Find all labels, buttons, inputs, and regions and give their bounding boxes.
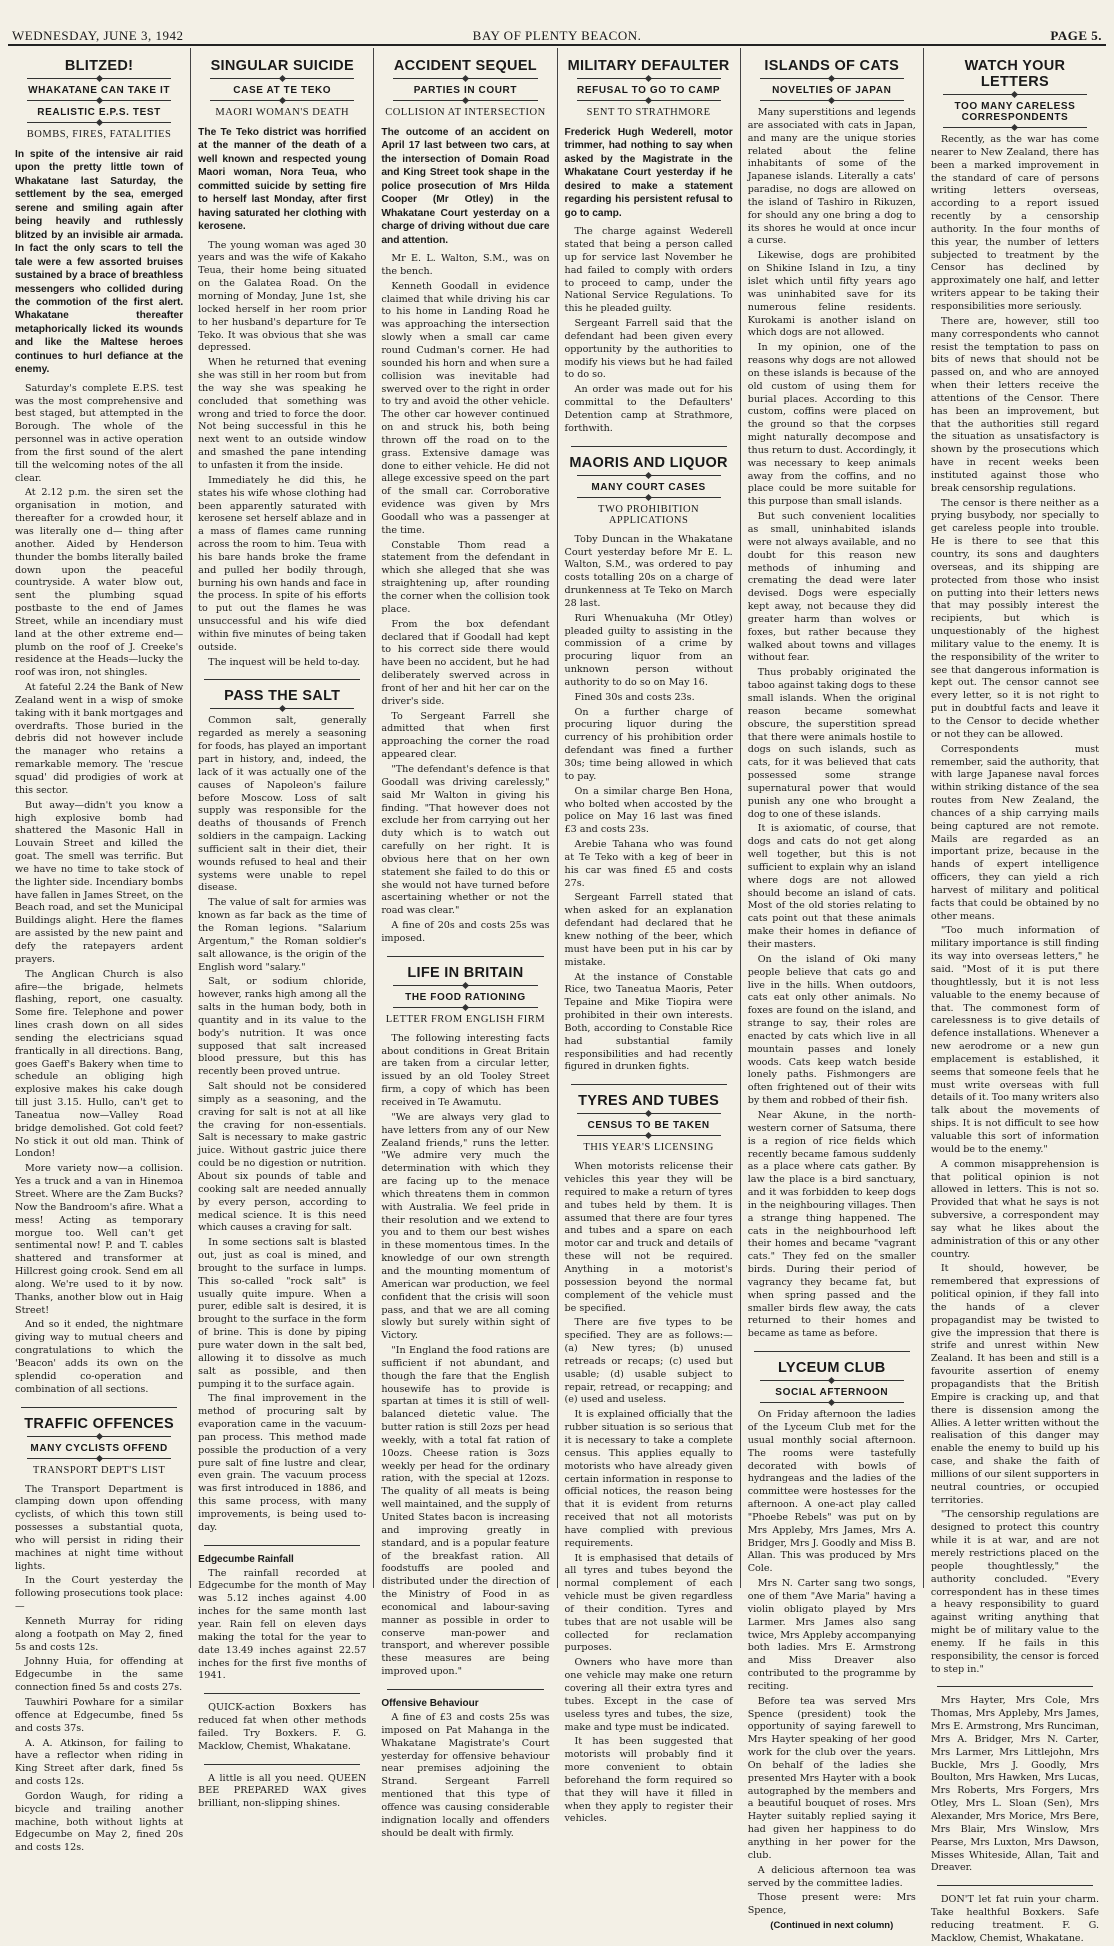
subhead: TOO MANY CARELESS CORRESPONDENTS — [954, 101, 1076, 123]
headline-singular-suicide: SINGULAR SUICIDE — [210, 58, 354, 74]
paragraph: There are, however, still too many correspondents who cannot resist the temptation to pass on bits of news that should not be passed on, and who are annoyed when their letters receive the attentions of the Censor. There has been an improvement, but that the authorities still regard the situation as unsatisfactory is shown by the prosecutions which have in recent weeks been instituted against those who break censorship regulations. — [930, 315, 1100, 494]
paragraph: At the instance of Constable Rice, two Taneatua Maoris, Peter Tepaine and Mike Tiopira were prohibited in their own interests. Both, according to Constable Rice had substantial family responsibilities and had recently figured in drunken fights. — [564, 971, 733, 1073]
paragraph: It should, however, be remembered that expressions of political opinion, if they fall into the hands of a clever propagandist may be twisted to give the impression that there is strife and unrest within New Zealand. It has been and still is a favourite assertion of enemy propagandists that the British Empire is cracking up, and that there is dissension among the Allies. A letter written without the realisation of this danger may enable the enemy to build up his case, and shake the faith of millions of our silent supporters in neutral countries, or occupied territories. — [930, 1263, 1100, 1506]
subhead: SOCIAL AFTERNOON — [775, 1387, 889, 1399]
subhead: BOMBS, FIRES, FATALITIES — [26, 129, 172, 140]
paragraph: Kenneth Murray for riding along a footpath on May 2, fined 5s and costs 12s. — [15, 1615, 184, 1653]
divider — [210, 78, 354, 79]
headline-watch-your-letters: WATCH YOUR LETTERS — [964, 58, 1066, 90]
column-4 — [558, 48, 741, 1825]
divider — [27, 78, 171, 79]
paragraph: But away—didn't you know a high explosive bomb had shattered the Masonic Hall in Louvain Street and killed the goat. The smell was terrific. But we have no time to take stock of the lighter side. Incendiary bombs have fallen in James Street, on the Beach road, and set the Municipal Buildings alight. Here the flames are assisted by the new paint and defy the ratepayers ardent prayers. — [15, 799, 184, 965]
divider — [760, 100, 904, 101]
subhead: MAORI WOMAN'S DEATH — [215, 107, 350, 118]
paragraph: A fine of £3 and costs 25s was imposed on Pat Mahanga in the Whakatane Magistrate's Court yesterday for offensive behaviour near premises adjoining the Strand. Sergeant Farrell mentioned that this type of offence was causing considerable indignation locally and offenders should be dealt with firmly. — [381, 1711, 550, 1839]
paragraph: The Anglican Church is also afire—the brigade, helmets flashing, report, one casualty. Some fire. Telephone and power lines crash down on all sides sending the electricians squad frantically in all directions. Bang, goes Gaeff's Bakery when time to schedule an obliging high explosive makes his cake dough till just 3.15. Hullo, can't get to Taneatua now—Valley Road bridge demolished. Got cold feet? No stick it out old man. Think of London! — [15, 968, 184, 1160]
divider — [943, 127, 1087, 128]
divider — [393, 100, 537, 101]
column-5 — [741, 48, 924, 1932]
continued-note: (Continued in next column) — [770, 1920, 894, 1932]
divider — [204, 1545, 360, 1546]
column-6 — [924, 48, 1106, 1944]
paragraph: More variety now—a collision. Yes a truck and a van in Hinemoa Street. Where are the Zam Bucks? Now the Bandroom's afire. What a mess! Acting as temporary morgue too. Well can't get sentimental now! P. and T. cables shattered and transformer at Hillcrest going crook. Send em all along. We're used to it by now. Thanks, another blow out in Haig Street! — [15, 1163, 184, 1316]
paragraph: "We are always very glad to have letters from any of our New Zealand friends," runs the letter. "We admire very much the determination with which they are facing up to the menace which threatens them in common with Australia. We feel pride in their resolution and we extend to you and to them our best wishes in these momentous times. In the knowledge of our own strength and the mounting momentum of American war production, we feel confident that the crisis will soon pass, and that we are all coming slowly but surely within sight of Victory. — [381, 1111, 550, 1342]
divider — [204, 1764, 360, 1765]
headline-accident-sequel: ACCIDENT SEQUEL — [393, 58, 537, 74]
subhead: CENSUS TO BE TAKEN — [587, 1120, 710, 1132]
divider — [393, 1007, 537, 1008]
paragraph: But such convenient localities as small, uninhabited islands were not always available, and no doubt for this reason new methods of inhuming and cremating the dead were later devised. Dogs were especially kept away, not because they did greater harm than wolves or foxes, but rather because they walked about towns and villages without fear. — [747, 511, 916, 664]
paragraph: On a similar charge Ben Hona, who bolted when accosted by the police on May 16 last was fined £3 and costs 23s. — [564, 785, 733, 836]
paragraph: Owners who have more than one vehicle may make one return covering all their extra tyres and tubes. Except in the case of useless tyres and tubes, the size, make and type must be indicated. — [564, 1657, 733, 1733]
column-3 — [374, 48, 557, 1839]
paragraph: The inquest will be held to-day. — [208, 656, 360, 668]
article-lead: The outcome of an accident on April 17 last between two cars, at the intersection of Domain Road and King Street took shape in the police prosecution of Mrs Hilda Cooper (Mr Otley) in the Whakatane Court yesterday on a charge of driving without due care and attention. — [381, 127, 550, 246]
divider — [577, 100, 721, 101]
column-2 — [191, 48, 374, 1810]
paragraph: The following interesting facts about conditions in Great Britain are taken from a circular letter, issued by an old Tooley Street firm, a copy of which has been received in Te Awamutu. — [381, 1032, 550, 1109]
paragraph: Toby Duncan in the Whakatane Court yesterday before Mr E. L. Walton, S.M., was ordered to pay costs totalling 20s on a charge of drunkenness at Te Teko on March 28 last. — [564, 533, 733, 609]
paragraph: Recently, as the war has come nearer to New Zealand, there has been a marked improvement in the standard of care of persons writing letters overseas, according to a report issued recently by a censorship authority. In the four months of this year, the number of letters subjected to treatment by the Censor has declined by approximately one half, and letter writers appear to be taking their responsibilities more seriously. — [930, 134, 1100, 312]
paragraph: Mr E. L. Walton, S.M., was on the bench. — [381, 253, 550, 277]
paragraph: A common misapprehension is that political opinion is not allowed in letters. This is not so. Provided that what he says is not subversive, a correspondent may say what he likes about the administration of this or any other country. — [930, 1158, 1100, 1260]
subhead: REALISTIC E.P.S. TEST — [37, 107, 161, 118]
paragraph: "The defendant's defence is that Goodall was driving carelessly," said Mr Walton in giving his finding. "That however does not exclude her from carrying out her duty which is to watch out carefully on her right. It is obvious here that on her own statement she failed to do this or she would not have turned before ascertaining whether or not the road was clear." — [381, 763, 550, 917]
paragraph: And so it ended, the nightmare giving way to mutual cheers and congratulations to which the 'Beacon' adds its own on the splendid co-operation and combination of all sections. — [15, 1319, 184, 1395]
paragraph: The Transport Department is clamping down upon offending cyclists, of which this town still possesses a substantial quota, who will persist in riding their machines at night time without lights. — [15, 1483, 184, 1572]
paragraph: Constable Thom read a statement from the defendant in which she alleged that she was straightening up, after rounding the corner when the collision took place. — [381, 539, 550, 615]
divider — [760, 1380, 904, 1381]
subhead: MANY COURT CASES — [591, 481, 706, 493]
divider — [27, 1436, 171, 1437]
paragraph: In the Court yesterday the following prosecutions took place:— — [15, 1575, 184, 1613]
paragraph: It is axiomatic, of course, that dogs and cats do not get along well together, but this is not sufficient to explain why an island where dogs are not allowed should become an island of cats. Most of the old stories relating to cats point out that these animals make their homes in defiance of their masters. — [747, 823, 916, 950]
paragraph: Thus probably originated the taboo against taking dogs to these small islands. When the original reason became somewhat obscure, the superstition spread that there were animals hostile to dogs on such islands, such as cats, for it was believed that cats possessed some strange supernatural power that would punish any one who brought a dog to one of these islands. — [747, 667, 916, 820]
divider — [760, 1402, 904, 1403]
paragraph: "In England the food rations are sufficient if not abundant, and though the fare that the English housewife has to provide is spartan at times it is still of well-balanced dietetic value. The butter ration is still 2ozs per head weekly, with a total fat ration of 10ozs. Cheese ration is 3ozs weekly per head for the ordinary ration, with the special at 12ozs. The quality of all meats is being well maintained, and the supply of United States bacon is increasing and improving greatly in standard, and is a popular feature of the breakfast ration. All foodstuffs are pooled and distributed under the direction of the Ministry of Food in as economical and labour-saving manner as possible in order to conserve man-power and transport, and wherever possible these measures are being improved upon." — [381, 1345, 550, 1678]
subhead: WHAKATANE CAN TAKE IT — [28, 85, 171, 96]
article-lead: In spite of the intensive air raid upon the pretty little town of Whakatane last Saturday, the settlement by the sea, emerged serene and smiling again after being heavily and ruthlessly blitzed by an invisible air armada. In fact the only scars to tell the tale were a few assorted bruises sustained by a brace of breathless messengers who collided during the commotion of the first alert. Whakatane thereafter metaphorically licked its wounds and like the Maltese heroes continues to hurl defiance at the enemy. — [15, 149, 184, 376]
paragraph: The rainfall recorded at Edgecumbe for the month of May was 5.12 inches against 4.00 inches for the same month last year. Rain fell on eleven days making the total for the year to date 13.49 inches against 22.57 inches for the first five months of 1941. — [198, 1567, 367, 1682]
paragraph: Near Akune, in the north-western corner of Satsuma, there is a region of rice fields which recently became famous suddenly as a place where cats gather. By law the place is a bird sanctuary, and it was forbidden to keep dogs in the neighbouring villages. Then a strange thing happened. The cats in the neighbourhood left their homes and became "vagrant cats." They fed on the smaller birds. During their period of vagrancy they became fat, but when spring passed and the smaller birds flew away, the cats returned to their homes and became as tame as before. — [747, 1109, 916, 1340]
paragraph: Salt should not be considered simply as a seasoning, and the craving for salt is not at all like the craving for non-essentials. Salt is necessary to make gastric juice. Without gastric juice there could be no digestion or nutrition. About six pounds of table and cooking salt are needed annually by every person, according to medical science. It is this need which causes a craving for salt. — [198, 1081, 367, 1234]
paragraph: A delicious afternoon tea was served by the committee ladies. — [747, 1864, 916, 1889]
divider — [204, 679, 360, 680]
paragraph: Arebie Tahana who was found at Te Teko with a keg of beer in his car was fined £5 and costs 27s. — [564, 839, 733, 889]
divider — [27, 1458, 171, 1459]
paragraph: A. A. Atkinson, for failing to have a reflector when riding in King Street after dark, fined 5s and costs 12s. — [15, 1737, 184, 1788]
article-lead: The Te Teko district was horrified at the manner of the death of a well known and respected young Maori woman, Nora Teua, who committed suicide by setting fire to herself last Monday, after first having saturated her clothing with kerosene. — [198, 127, 367, 233]
columns — [8, 48, 1106, 1944]
paragraph: In my opinion, one of the reasons why dogs are not allowed on these islands is because of the old custom of using them for burial places. According to this custom, coffins were placed on the ground so that the corpses might naturally decompose and thus return to dust. Accordingly, it was necessary to keep animals away from the coffins, and no place could be more suitable for this purpose than small islands. — [747, 342, 916, 508]
paragraph: Gordon Waugh, for riding a bicycle and trailing another machine, both without lights at Edgecumbe on May 2, fined 20s and costs 12s. — [15, 1790, 184, 1854]
paragraph: An order was made out for his committal to the Defaulters' Detention camp at Strathmore, forthwith. — [564, 384, 733, 434]
attendee-list: Mrs Hayter, Mrs Cole, Mrs Thomas, Mrs Appleby, Mrs James, Mrs E. Armstrong, Mrs Runciman, Mrs A. Bridger, Mrs N. Carter, Mrs Larmer, Mrs Littlejohn, Mrs Buckle, Mrs J. Goodly, Mrs Boulton, Mrs Hawken, Mrs Lucas, Mrs Roberts, Mrs Forgers, Mrs Otley, Mrs L. Sloan (Sen), Mrs Alexander, Mrs Morice, Mrs Bere, Mrs Blair, Mrs Winslow, Mrs Pearse, Mrs Luxton, Mrs Dawson, Misses Whiteside, Allan, Tait and Dreaver. — [930, 1695, 1100, 1874]
divider — [21, 1407, 177, 1408]
divider — [204, 1693, 360, 1694]
divider — [937, 1686, 1093, 1687]
paragraph: Saturday's complete E.P.S. test was the most comprehensive and best staged, but attempted in the Borough. The whole of the personnel was in active operation from the first sound of the alert till the welcoming notes of the all clear. — [15, 382, 184, 484]
paragraph: Many superstitions and legends are associated with cats in Japan, and many are the unique stories related about the feline inhabitants of some of the Japanese islands. Literally a cats' paradise, no dogs are allowed on the island of Tashiro in Rikuzen, for should any one bring a dog to its shores he would at once incur a curse. — [747, 107, 916, 247]
subhead: PARTIES IN COURT — [413, 85, 518, 96]
divider — [577, 497, 721, 498]
headline-life-in-britain: LIFE IN BRITAIN — [407, 964, 524, 981]
paragraph: The final improvement in the method of procuring salt by evaporation came in the vacuum-pan process. This method made possible the production of a very pure salt of fine lustre and clear, even grain. The vacuum process was first introduced in 1886, and this same process, with many improvements, is being used to-day. — [198, 1393, 367, 1533]
divider — [210, 100, 354, 101]
divider — [577, 1135, 721, 1136]
paragraph: The young woman was aged 30 years and was the wife of Kakaho Teua, their home being situated on the Galatea Road. On the morning of Monday, June 1st, she locked herself in her room prior to her husband's departure for Te Teko. It was obvious that she was depressed. — [198, 239, 367, 354]
headline-traffic-offences: TRAFFIC OFFENCES — [24, 1415, 174, 1432]
paragraph: Ruri Whenuakuha (Mr Otley) pleaded guilty to assisting in the commission of a crime by procuring liquor from an unknown person without authority to do so on May 16. — [564, 612, 733, 688]
paragraph: "Too much information of military importance is still finding its way into overseas letters," he said. "Most of it is put there thoughtlessly, but it is not less valuable to the enemy because of that. The commonest form of carelessness is to give details of defence installations. Whenever a new aerodrome or a new gun emplacement is established, it seems that someone feels that he must write overseas with full details of it. Too many writers also talk about the movements of ships. It is not difficult to see how valuable this sort of information would be to the enemy." — [930, 925, 1100, 1155]
headline-maoris-and-liquor: MAORIS AND LIQUOR — [569, 454, 728, 471]
divider — [760, 78, 904, 79]
page-number: PAGE 5. — [1050, 28, 1102, 43]
headline-lyceum-club: LYCEUM CLUB — [778, 1360, 886, 1377]
paragraph: On Friday afternoon the ladies of the Lyceum Club met for the usual monthly social afternoon. The rooms were tastefully decorated with bowls of hydrangeas and the ladies of the committee were hostesses for the afternoon. A one-act play called "Phoebe Rebels" was put on by Mrs Appleby, Mrs James, Mrs A. Bridger, Mrs J. Goodly and Miss B. Allan. This was produced by Mrs Cole. — [747, 1409, 916, 1575]
issue-date: WEDNESDAY, JUNE 3, 1942 — [12, 28, 184, 43]
divider — [393, 985, 537, 986]
paragraph: The value of salt for armies was known as far back as the time of the Roman legions. "Salarium Argentum," the Roman soldier's salt allowance, is the origin of the English word "salary." — [198, 897, 367, 973]
divider — [571, 446, 727, 447]
subhead: THE FOOD RATIONING — [405, 991, 526, 1003]
divider — [571, 1084, 727, 1085]
paragraph: Before tea was served Mrs Spence (president) took the opportunity of saying farewell to Mrs Hayter speaking of her good work for the club over the years. On behalf of the ladies she presented Mrs Hayter with a book autographed by the members and a beautiful bouquet of roses. Mrs Hayter suitably replied saying it had given her happiness to do anything in her power for the club. — [747, 1695, 916, 1861]
article-lead: Frederick Hugh Wederell, motor trimmer, had nothing to say when asked by the Magistrate in the Whakatane Court yesterday if he desired to make a statement regarding his persistent refusal to go to camp. — [564, 127, 733, 219]
paragraph: On the island of Oki many people believe that cats go and live in the hills. When outdoors, cats eat only other animals. No foxes are found on the island, and strange to say, their roles are enacted by cats which live in all mountain passes and lonely woods. Cats keep watch beside lonely paths. Fishmongers are often frightened out of their wits by them and robbed of their fish. — [747, 953, 916, 1107]
divider — [943, 94, 1087, 95]
headline-blitzed: BLITZED! — [64, 58, 134, 74]
paper-name: BAY OF PLENTY BEACON. — [472, 28, 642, 43]
paragraph: The censor is there neither as a prying busybody, nor specially to get careless people into trouble. He is there to see that this country, its sons and daughters overseas, and its shipping are protected from those who insist on putting into their letters news that may possibly interest the recipients, but which is unquestionably of the highest military value to the enemy. It is the responsibility of the writer to see that dangerous information is kept out. The censor cannot see every letter, so it is not right to put in doubtful facts and leave it to the Censor to decide whether or not they can be allowed. — [930, 497, 1100, 740]
headline-offensive-behaviour: Offensive Behaviour — [381, 1697, 479, 1709]
paragraph: In some sections salt is blasted out, just as coal is mined, and brought to the surface in lumps. This so-called "rock salt" is usually quite impure. When a purer, edible salt is desired, it is brought to the surface in the form of brine. This is done by piping pure water down in the salt bed, allowing it to dissolve as much salt as possible, and then pumping it to the surface again. — [198, 1237, 367, 1390]
paragraph: It is explained officially that the rubber situation is so serious that it is necessary to take a complete census. This applies equally to motorists who have already given certain information in response to official notices, the reason being that it is evident from returns received that not all motorists have complied with previous requirements. — [564, 1409, 733, 1549]
subhead: SENT TO STRATHMORE — [586, 107, 711, 118]
paragraph: Sergeant Farrell said that the defendant had been given every opportunity by the authorities to modify his views but he had failed to do so. — [564, 318, 733, 381]
paragraph: At fateful 2.24 the Bank of New Zealand went in a wisp of smoke taking with it bank mortgages and overdrafts. Those buried in the debris did not however include the manager who retains a remarkable memory. The 'rescue squad' did prodigies of work at this sector. — [15, 682, 184, 796]
subhead: REFUSAL TO GO TO CAMP — [577, 85, 721, 96]
paragraph: It has been suggested that motorists will probably find it more convenient to obtain beforehand the form required so that they will have it filled in when they apply to register their vehicles. — [564, 1736, 733, 1825]
paragraph: On a further charge of procuring liquor during the currency of his prohibition order defendant was fined a further 30s; time being allowed in which to pay. — [564, 706, 733, 782]
headline-military-defaulter: MILITARY DEFAULTER — [567, 58, 730, 74]
paragraph: Sergeant Farrell stated that when asked for an explanation defendant had declared that he knew nothing of the beer, which must have been put in his car by mistake. — [564, 892, 733, 968]
divider — [387, 1689, 543, 1690]
divider — [577, 78, 721, 79]
paragraph: Johnny Huia, for offending at Edgecumbe in the same connection fined 5s and costs 27s. — [15, 1656, 184, 1694]
headline-pass-the-salt: PASS THE SALT — [224, 688, 341, 705]
divider — [387, 956, 543, 957]
paragraph: To Sergeant Farrell she admitted that when first approaching the corner the road appeared clear. — [381, 710, 550, 761]
paragraph: Those present were: Mrs Spence, — [747, 1892, 916, 1917]
advertisement: DON'T let fat ruin your charm. Take healthful Boxkers. Safe reducing treatment. F. G. Macklow, Chemist, Whakatane. — [930, 1894, 1100, 1944]
paragraph: Likewise, dogs are prohibited on Shikine Island in Izu, a tiny islet which until fifty years ago was uninhabited save for its numerous feline residents. Kurokami is another island on which dogs are not allowed. — [747, 250, 916, 339]
subhead: COLLISION AT INTERSECTION — [385, 107, 546, 118]
paragraph: From the box defendant declared that if Goodall had kept to his correct side there would have been no accident, but he had deliberately swerved across in front of her and hit her car on the driver's side. — [381, 618, 550, 707]
paragraph: Kenneth Goodall in evidence claimed that while driving his car to his home in Landing Road he was approaching the intersection slowly when a small car came round Cudman's corner. He had sounded his horn and when sure a collision was inevitable had swerved over to the right in order to try and avoid the other vehicle. The other car however continued on and struck his, both being thrown off the road on to the grass. Extensive damage was done to either vehicle. He did not allege excessive speed on the part of the small car. Corroborative evidence was given by Mrs Goodall who was a passenger at the time. — [381, 280, 550, 536]
paragraph: Fined 30s and costs 23s. — [574, 691, 695, 703]
subhead: MANY CYCLISTS OFFEND — [30, 1442, 168, 1454]
paragraph: Immediately he did this, he states his wife whose clothing had been apparently saturated with kerosene set herself ablaze and in a mass of flames came running across the room to him. Teua with his bare hands broke the frame and pulled her bodily through, burning his own hands and face in the process. In spite of his efforts to put out the flames he was unsuccessful and his wife died within five minutes of being taken outside. — [198, 474, 367, 653]
paragraph: Correspondents must remember, said the authority, that with large Japanese naval forces within striking distance of the sea routes from New Zealand, the chances of a ship carrying mails being captured are not remote. Mails are regarded as an important prize, because in the hands of expert intelligence officers, they can yield a rich harvest of military and political facts that could be obtained by no other means. — [930, 743, 1100, 922]
subhead: TWO PROHIBITION APPLICATIONS — [598, 503, 700, 526]
divider — [577, 475, 721, 476]
paragraph: It is emphasised that details of all tyres and tubes beyond the normal complement of each vehicle must be given regardless of their condition. Tyres and tubes that are not usable will be collected for reclamation purposes. — [564, 1552, 733, 1654]
column-1 — [8, 48, 191, 1854]
paragraph: When he returned that evening she was still in her room but from the way she was speaking he concluded that something was wrong and tried to force the door. Not being successful in this he next went to an outside window and smashed the pane intending to unfasten it from the inside. — [198, 357, 367, 471]
paragraph: There are five types to be specified. They are as follows:—(a) New tyres; (b) unused retreads or recaps; (c) used but usable; (d) usable subject to repair, retread, or recapping; and (e) used and useless. — [564, 1317, 733, 1406]
advertisement: QUICK-action Boxkers has reduced fat when other methods failed. Try Boxkers. F. G. Macklow, Chemist, Whakatane. — [198, 1702, 367, 1752]
divider — [27, 100, 171, 101]
paragraph: Mrs N. Carter sang two songs, one of them "Ave Maria" having a violin obligato played by Mrs Larmer. Mrs James also sang twice, Mrs Appleby accompanying both ladies. Mrs E. Armstrong and Miss Dreaver also contributed to the programme by reciting. — [747, 1578, 916, 1692]
paragraph: Salt, or sodium chloride, however, ranks high among all the salts in the human body, both in quantity and in its value to the body's nutrition. It was once supposed that salt increased blood pressure, but this has recently been proved untrue. — [198, 976, 367, 1078]
headline-tyres-and-tubes: TYRES AND TUBES — [578, 1093, 720, 1110]
paragraph: The charge against Wederell stated that being a person called up for service last November he had failed to comply with orders to proceed to camp, under the National Service Regulations. To this he pleaded guilty. — [564, 226, 733, 315]
divider — [754, 1351, 910, 1352]
subhead: LETTER FROM ENGLISH FIRM — [385, 1013, 546, 1025]
masthead — [8, 0, 1106, 46]
divider — [937, 1885, 1093, 1886]
divider — [210, 708, 354, 709]
paragraph: When motorists relicense their vehicles this year they will be required to make a return of tyres and tubes held by them. It is assumed that there are four tyres and tubes and a spare on each motor car and truck and details of these will not be required. Anything in a motorist's possession beyond the normal complement of the vehicle must be specified. — [564, 1161, 733, 1314]
paragraph: Common salt, generally regarded as merely a seasoning for foods, has played an important part in history, and, indeed, the lack of it was actually one of the causes of Napoleon's failure before Moscow. Loss of salt supply was responsible for the deaths of thousands of French soldiers in the campaign. Lacking sufficient salt in their diet, their wounds refused to heal and their systems were unable to repel disease. — [198, 715, 367, 894]
subhead: NOVELTIES OF JAPAN — [772, 85, 892, 96]
divider — [27, 122, 171, 123]
divider — [393, 78, 537, 79]
headline-edgecumbe-rainfall: Edgecumbe Rainfall — [198, 1553, 294, 1565]
headline-islands-of-cats: ISLANDS OF CATS — [764, 58, 900, 74]
subhead: TRANSPORT DEPT'S LIST — [32, 1464, 166, 1476]
divider — [577, 1113, 721, 1114]
subhead: CASE AT TE TEKO — [233, 85, 332, 96]
advertisement: A little is all you need. QUEEN BEE PREPARED WAX gives brilliant, non-slipping shines. — [198, 1772, 367, 1810]
paragraph: "The censorship regulations are designed to protect this country while it is at war, and are not merely restrictions placed on the people thoughtlessly," the authority concluded. "Every correspondent has in these times a heavy responsibility to guard against writing anything that might be of military value to the enemy. If he fails in this responsibility, the censor is forced to step in." — [930, 1509, 1100, 1675]
paragraph: At 2.12 p.m. the siren set the organisation in motion, and thereafter for a crowded hour, it was literally one d— thing after another. Aided by Henderson thunder the bombs literally bailed down upon the peaceful countryside. A water blow out, sent the plumbing squad postbaste to the end of James Street, while an incendiary must land at the other extreme end—plumb on the roof of J. Creeke's residence at the Heads—lucky the roof was iron, not shingles. — [15, 487, 184, 679]
subhead: THIS YEAR'S LICENSING — [583, 1142, 714, 1154]
paragraph: Tauwhiri Powhare for a similar offence at Edgecumbe, fined 5s and costs 37s. — [15, 1697, 184, 1734]
paragraph: A fine of 20s and costs 25s was imposed. — [381, 920, 550, 944]
